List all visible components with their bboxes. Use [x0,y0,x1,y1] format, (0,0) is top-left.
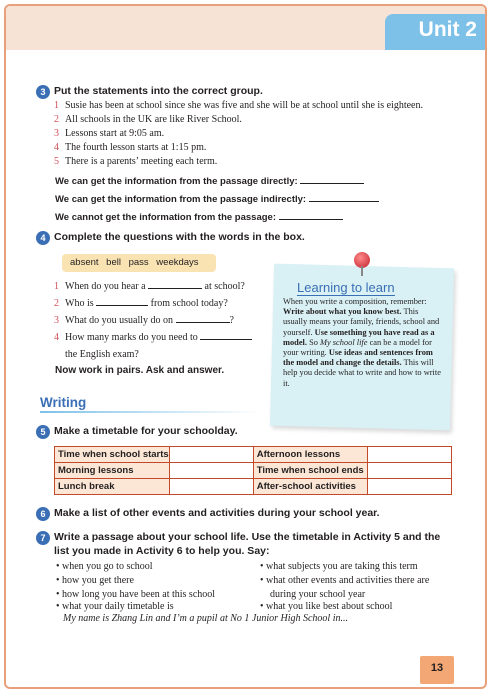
statement-3: 3 Lessons start at 9:05 am. [54,128,165,139]
question-4: 4 How many marks do you need to [54,331,252,344]
question-3: 3 What do you usually do on ? [54,315,234,326]
exercise-6-heading: Make a list of other events and activities during your school year. [54,507,380,519]
table-cell-input[interactable] [367,479,451,495]
table-cell-input[interactable] [169,447,253,463]
answer-blank[interactable] [96,297,148,306]
prompt-left-1: • when you go to school [56,561,153,572]
answer-blank[interactable] [279,211,343,220]
exercise-5-number: 5 [36,425,50,439]
group-cannot: We cannot get the information from the passage: [55,211,343,223]
table-cell-input[interactable] [169,463,253,479]
table-row [55,479,452,495]
prompt-right-1: • what subjects you are taking this term [260,561,418,572]
exercise-4-heading: Complete the questions with the words in the box. [54,231,305,243]
table-cell-input[interactable] [367,463,451,479]
exercise-7-number: 7 [36,531,50,545]
exercise-5-heading: Make a timetable for your schoolday. [54,425,238,437]
table-row [55,447,452,463]
prompt-right-2-cont: during your school year [270,589,366,600]
table-cell-label: Afternoon lessons [253,447,367,463]
statement-4: 4 The fourth lesson starts at 1:15 pm. [54,142,207,153]
exercise-4-number: 4 [36,231,50,245]
prompt-left-4: • what your daily timetable is [56,601,174,612]
page-number: 13 [430,662,444,674]
table-cell-label: Time when school ends [253,463,367,479]
answer-blank[interactable] [300,175,364,184]
section-title-writing: Writing [40,395,87,410]
answer-blank[interactable] [309,193,379,202]
question-1: 1 When do you hear a at school? [54,281,245,292]
table-cell-label: Morning lessons [55,463,170,479]
table-cell-input[interactable] [169,479,253,495]
group-directly: We can get the information from the passage directly: [55,175,364,187]
section-rule [40,411,260,413]
prompt-right-3: • what you like best about school [260,601,393,612]
exercise-7-heading-line2: list you made in Activity 6 to help you. Say: [54,545,270,557]
table-cell-label: Time when school starts [55,447,170,463]
statement-5: 5 There is a parents’ meeting each term. [54,156,218,167]
note-text: When you write a composition, remember: Write about what you know best. This usually means your family, friends, school and yourself. Use something you have read as a model. So My school life can be a model for your writing. Use ideas and sentences from the model and change the details. This will help you decide what to write and how to write it. [283,297,441,388]
answer-blank[interactable] [148,280,202,289]
timetable [54,446,452,495]
question-4-cont: the English exam? [65,349,139,360]
pair-work-instruction: Now work in pairs. Ask and answer. [55,365,225,376]
exercise-7-heading-line1: Write a passage about your school life. Use the timetable in Activity 5 and the [54,531,441,543]
prompt-left-2: • how you get there [56,575,134,586]
prompt-left-3: • how long you have been at this school [56,589,216,600]
answer-blank[interactable] [176,314,230,323]
unit-label: Unit 2 [418,18,477,41]
exercise-6-number: 6 [36,507,50,521]
group-indirectly: We can get the information from the passage indirectly: [55,193,379,205]
table-cell-input[interactable] [367,447,451,463]
pushpin-stem [361,266,363,276]
example-sentence: My name is Zhang Lin and I’m a pupil at No 1 Junior High School in... [63,613,348,624]
word-box: absent bell pass weekdays [62,254,216,272]
answer-blank[interactable] [200,331,252,340]
table-cell-label: Lunch break [55,479,170,495]
statement-1: 1 Susie has been at school since she was five and she will be at school until she is eighteen. [54,100,423,111]
note-title: Learning to learn [297,280,395,295]
question-2: 2 Who is from school today? [54,298,228,309]
exercise-3-number: 3 [36,85,50,99]
prompt-right-2: • what other events and activities there are [260,575,430,586]
statement-2: 2 All schools in the UK are like River School. [54,114,242,125]
table-row [55,463,452,479]
exercise-3-heading: Put the statements into the correct group. [54,85,263,97]
table-cell-label: After-school activities [253,479,367,495]
